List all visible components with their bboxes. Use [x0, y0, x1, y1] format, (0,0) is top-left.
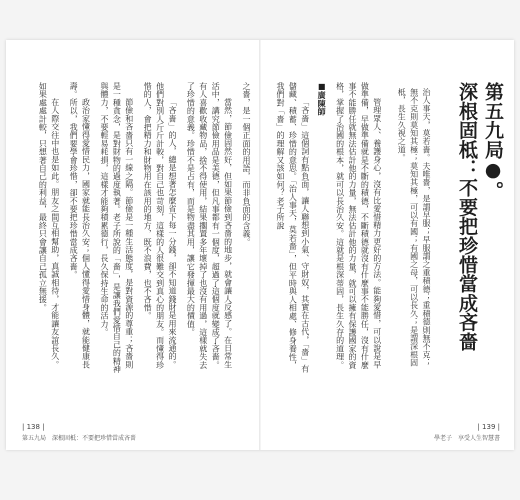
commentary-paragraph: 之嗇，是一個正面的用語，而非負面的含義。	[242, 82, 251, 246]
original-text-quote: 治人事天，莫若嗇。夫唯嗇，是謂早服；早服謂之重積德；重積德則無不克；無不克則莫知其極；莫知其極，可以有國；有國之母，可以長久；是謂深根固柢，長生久視之道。	[397, 88, 431, 367]
commentary-paragraph: 節儉和吝嗇只有一線之隔。節儉是一種生活態度，是對資源的尊重；吝嗇則是一種貪念，是對財物的過度執著。老子所說的「嗇」，是讓我們愛惜自己的精神與體力，不要輕易耗損，這樣才能夠積累德行，長久保持生命的活力。	[99, 82, 134, 374]
right-page-number: | 139 |	[477, 423, 500, 431]
commentary-paragraph: 當然，節儉固然好，但如果節儉到吝嗇的地步，就會讓人反感了。在日常生活中，講究節儉用品是美德，但凡事都有一個度，超過了這個度就變成了吝嗇。有人喜歡收藏物品，捨不得使用，結果擱置多年壞掉了也沒有用過，這樣就失去了珍惜的意義。珍惜不是占有，而是物盡其用，讓它發揮最大的價值。	[186, 82, 233, 369]
commentary-paragraph: 「吝嗇」的人，總是想著怎麼省下每一分錢，卻不知道錢財是用來流通的。他們對別人斤斤計較，對自己也苛刻，這樣的人很難交到真心的朋友。而懂得珍惜的人，會把精力和財物用在該用的地方，既不浪費，也不吝惜。	[143, 82, 177, 369]
left-page-number: | 138 |	[22, 423, 45, 431]
commentary-paragraph: 政治家懂得愛惜民力，國家就能長治久安；個人懂得愛惜身體，就能健康長壽。所以，我們要學會珍惜，卻不要把珍惜當成吝嗇。	[69, 82, 91, 369]
right-running-title: 學老子 享受人生智慧書	[433, 435, 500, 442]
right-page	[268, 82, 506, 374]
page-gutter	[259, 40, 261, 450]
left-running-title: 第五九局 深根固柢：不要把珍惜當成吝嗇	[22, 435, 137, 442]
section-heading: ■廣陳師	[317, 82, 327, 116]
commentary-paragraph: 「吝嗇」這個詞有點負面，讓人聯想到小氣、守財奴，其實在古代，「嗇」有儲藏、積蓄、珍惜的意思。「治人事天，莫若嗇」，但平時與人相處、修身養性，我們對「嗇」的理解又該如何？老子所說	[275, 82, 310, 373]
translation-paragraph: 管理眾人、養護身心，沒有比愛惜精力更好的方法。能夠愛惜，可以說是早做準備，早做準備就是不斷的積德，不斷積德就沒有什麼事不能勝任，沒有什麼事不能勝任就無法估計他的力量，無法估計他的力量，就可以擁有保護國家的資格，掌握了治國的根本，就可以長治久安。這就是根深蒂固，長生久存的道理。	[335, 82, 382, 369]
commentary-paragraph: 在人際交往中也是如此。朋友之間互相幫助，真誠相待，才能讓友誼長久。如果處處計較，只想著自己的利益，最終只會讓自己孤立無援。	[38, 82, 60, 369]
chapter-number-title: 第五九局●。	[482, 82, 504, 201]
chapter-title: 深根固柢：不要把珍惜當成吝嗇	[456, 82, 478, 351]
left-page	[20, 82, 252, 374]
book-spread	[6, 40, 514, 450]
